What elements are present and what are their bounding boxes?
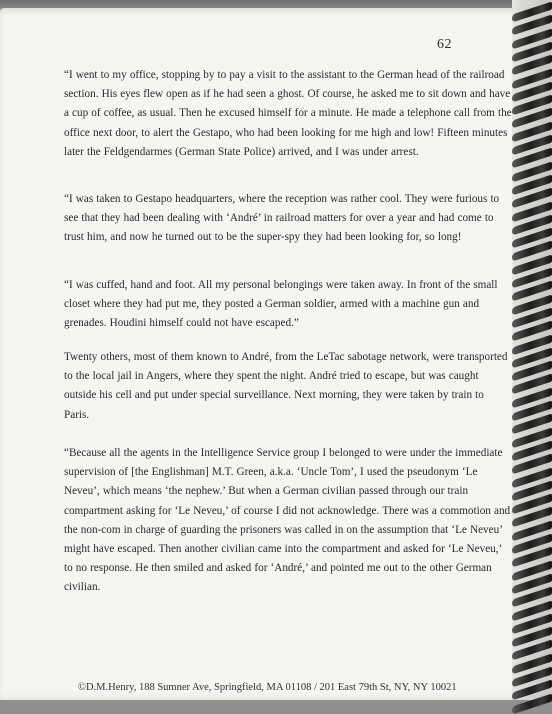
paragraph-gestapo-headquarters: “I was taken to Gestapo headquarters, where the reception was rather cool. They were furious to see that they had been dealing with ‘André’ in railroad matters for over a year and had come to trust him, and now he turned out to be the super-spy they had been looking for, so long! bbox=[64, 193, 500, 244]
spiral-binding bbox=[512, 0, 552, 700]
paragraph-le-neveu: “Because all the agents in the Intelligence Service group I belonged to were under the immediate supervision of [the Englishman] M.T. Green, a.k.a. ‘Uncle Tom’, I used the pseudonym ‘Le Neveu’, which means ‘the nephew.’ But when a German civilian passed through our train compartment asking for ‘Le Neveu,’ of course I did not acknowledge. There was a commotion and the non-com in charge of guarding the prisoners was called in on the assumption that ‘Le Neveu’ might have escaped. Then another civilian came into the compartment and asked for ‘Le Neveu,’ to no response. He then smiled and asked for ‘André,’ and pointed me out to the other German civilian. bbox=[64, 447, 511, 594]
paragraph-twenty-others: Twenty others, most of them known to André, from the LeTac sabotage network, were transported to the local jail in Angers, where they spent the night. André tried to escape, but was caught outside his cell and put under special surveillance. Next morning, they were taken by train to Paris. bbox=[64, 351, 508, 421]
copyright-footer: ©D.M.Henry, 188 Sumner Ave, Springfield, MA 01108 / 201 East 79th St, NY, NY 10021 bbox=[78, 682, 457, 693]
paragraph-office-arrest: “I went to my office, stopping by to pay a visit to the assistant to the German head of the railroad section. His eyes flew open as if he had seen a ghost. Of course, he asked me to sit down and have a cup of coffee, as usual. Then he excused himself for a minute. He made a telephone call from the office next door, to alert the Gestapo, who had been looking for me high and low! Fifteen minutes later the Feldgendarmes (German State Police) arrived, and I was under arrest. bbox=[64, 69, 512, 158]
page-number: 62 bbox=[437, 37, 452, 52]
paragraph-cuffed: “I was cuffed, hand and foot. All my personal belongings were taken away. In front of the small closet where they had put me, they posted a German soldier, armed with a machine gun and grenades. Houdini himself could not have escaped.” bbox=[64, 279, 498, 330]
